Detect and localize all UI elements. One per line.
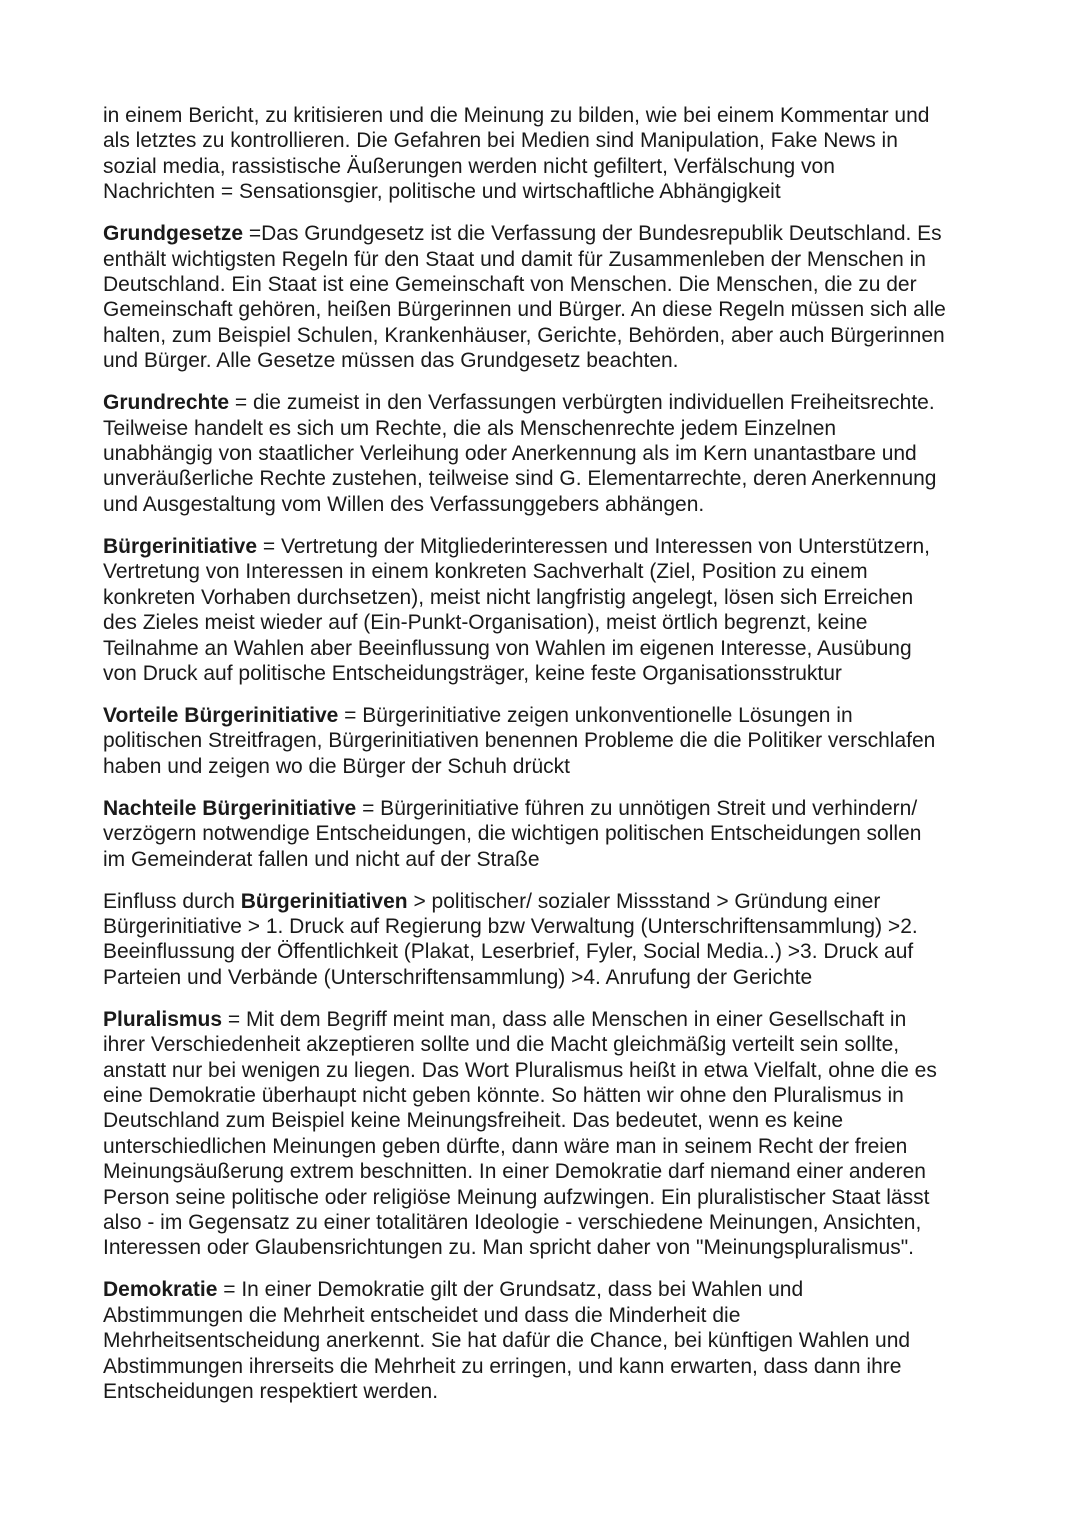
paragraph-lead: Einfluss durch bbox=[103, 889, 241, 913]
paragraph-nachteile bbox=[103, 796, 983, 872]
paragraph-term: Vorteile Bürgerinitiative bbox=[103, 703, 339, 727]
paragraph-text: = die zumeist in den Verfassungen verbürgten individuellen Freiheitsrechte. Teilweise handelt es sich um Rechte, die als Menschenrechte jedem Einzelnen unabhängig von staatlicher Verleihung oder Anerkennung als im Kern unantastbare und unveräußerliche Rechte zustehen, teilweise sind G. Elementarrechte, deren Anerkennung und Ausgestaltung vom Willen des Verfassunggebers abhängen. bbox=[103, 391, 937, 516]
paragraph-text: =Das Grundgesetz ist die Verfassung der Bundesrepublik Deutschland. Es enthält wichtigsten Regeln für den Staat und damit für Zusammenleben der Menschen in Deutschland. Ein Staat ist eine Gemeinschaft von Menschen. Die Menschen, die zu der Gemeinschaft gehören, heißen Bürgerinnen und Bürger. An diese Regeln müssen sich alle halten, zum Beispiel Schulen, Krankenhäuser, Gerichte, Behörden, aber auch Bürgerinnen und Bürger. Alle Gesetze müssen das Grundgesetz beachten. bbox=[103, 222, 946, 373]
paragraph-demokratie bbox=[103, 1277, 983, 1404]
paragraph-text: = Bürgerinitiative führen zu unnötigen Streit und verhindern/ verzögern notwendige Entscheidungen, die wichtigen politischen Entscheidungen sollen im Gemeinderat fallen und nicht auf der Straße bbox=[103, 796, 922, 871]
paragraph-text: > politischer/ sozialer Missstand > Gründung einer Bürgerinitiative > 1. Druck auf Regierung bzw Verwaltung (Unterschriftensammlung) >2. Beeinflussung der Öffentlichkeit (Plakat, Leserbrief, Fyler, Social Media..) >3. Druck auf Parteien und Verbände (Unterschriftensammlung) >4. Anrufung der Gerichte bbox=[103, 889, 918, 989]
paragraph-term: Bürgerinitiativen bbox=[240, 889, 408, 913]
paragraph-term: Grundgesetze bbox=[103, 222, 244, 246]
paragraph-text: = In einer Demokratie gilt der Grundsatz, dass bei Wahlen und Abstimmungen die Mehrheit entscheidet und dass die Minderheit die Mehrheitsentscheidung anerkennt. Sie hat dafür die Chance, bei künftigen Wahlen und Abstimmungen ihrerseits die Mehrheit zu erringen, und kann erwarten, dass dann ihre Entscheidungen respektiert werden. bbox=[103, 1278, 911, 1404]
paragraph-grundgesetze bbox=[103, 221, 983, 373]
paragraph-term: Grundrechte bbox=[103, 391, 230, 415]
paragraph-text: in einem Bericht, zu kritisieren und die Meinung zu bilden, wie bei einem Kommentar und als letztes zu kontrollieren. Die Gefahren bei Medien sind Manipulation, Fake News in sozial media, rassistische Äußerungen werden nicht gefiltert, Verfälschung von Nachrichten = Sensationsgier, politische und wirtschaftliche Abhängigkeit bbox=[103, 104, 930, 204]
paragraph-media-dangers bbox=[103, 103, 983, 205]
paragraph-buergerinitiative bbox=[103, 534, 983, 686]
paragraph-term: Bürgerinitiative bbox=[103, 534, 258, 558]
paragraph-term: Nachteile Bürgerinitiative bbox=[103, 796, 357, 820]
paragraph-text: = Vertretung der Mitgliederinteressen und Interessen von Unterstützern, Vertretung von Interessen in einem konkreten Sachverhalt (Ziel, Position zu einem konkreten Vorhaben durchsetzen), meist nicht langfristig angelegt, lösen sich Erreichen des Zieles meist wieder auf (Ein-Punkt-Organisation), meist örtlich begrenzt, keine Teilnahme an Wahlen aber Beeinflussung von Wahlen im eigenen Interesse, Ausübung von Druck auf politische Entscheidungsträger, keine feste Organisationsstruktur bbox=[103, 534, 931, 685]
paragraph-term: Pluralismus bbox=[103, 1007, 223, 1031]
paragraph-text: = Mit dem Begriff meint man, dass alle Menschen in einer Gesellschaft in ihrer Verschiedenheit akzeptieren sollte und die Macht gleichmäßig verteilt sein sollte, anstatt nur bei wenigen zu liegen. Das Wort Pluralismus heißt in etwa Vielfalt, ohne die es eine Demokratie überhaupt nicht geben könnte. So hätten wir ohne den Pluralismus in Deutschland zum Beispiel keine Meinungsfreiheit. Das bedeutet, wenn es keine unterschiedlichen Meinungen geben dürfte, dann wäre man in seinem Recht der freien Meinungsäußerung extrem beschnitten. In einer Demokratie darf niemand einer anderen Person seine politische oder religiöse Meinung aufzwingen. Ein pluralistischer Staat lässt also - im Gegensatz zu einer totalitären Ideologie - verschiedene Meinungen, Ansichten, Interessen oder Glaubensrichtungen zu. Man spricht daher von "Meinungspluralismus". bbox=[103, 1007, 937, 1260]
document-page bbox=[103, 103, 983, 1421]
paragraph-pluralismus bbox=[103, 1007, 983, 1261]
paragraph-einfluss bbox=[103, 889, 983, 991]
paragraph-grundrechte bbox=[103, 390, 983, 517]
paragraph-text: = Bürgerinitiative zeigen unkonventionelle Lösungen in politischen Streitfragen, Bürgerinitiativen benennen Probleme die die Politiker verschlafen haben und zeigen wo die Bürger der Schuh drückt bbox=[103, 703, 936, 778]
paragraph-term: Demokratie bbox=[103, 1278, 218, 1302]
paragraph-vorteile bbox=[103, 703, 983, 779]
